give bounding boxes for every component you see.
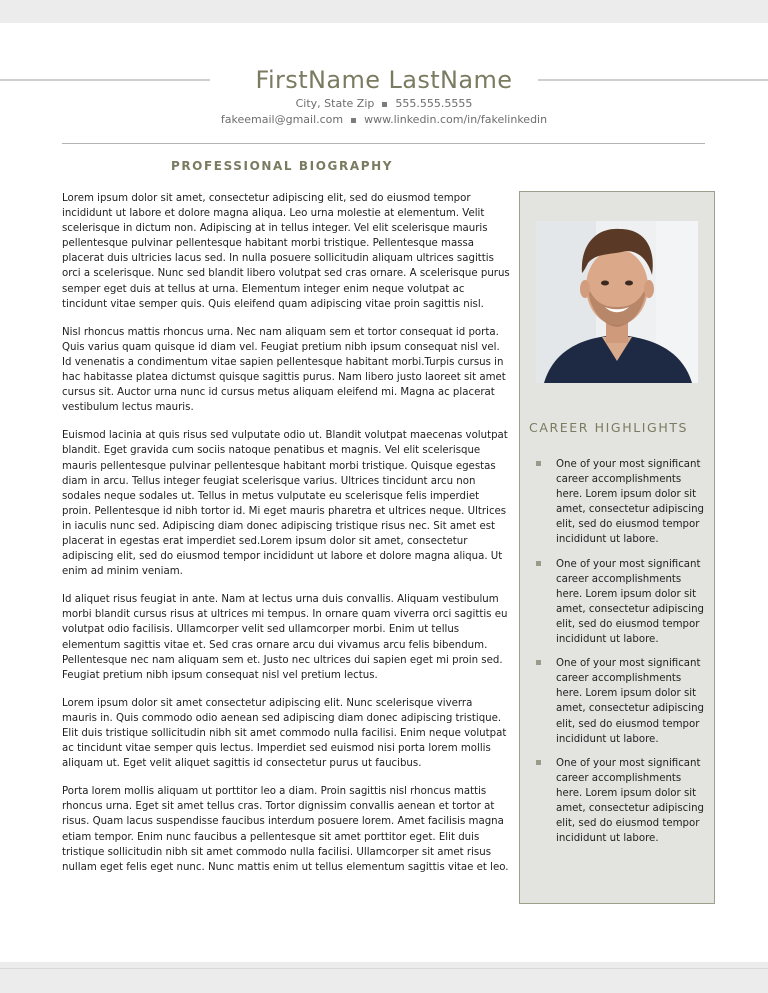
highlight-text: One of your most significant career accomplishments here. Lorem ipsum dolor sit amet, consectetur adipiscing elit, sed do eiusmod tempor incididunt ut labore. bbox=[556, 757, 705, 845]
phone-text: 555.555.5555 bbox=[395, 97, 473, 110]
page-top-band bbox=[0, 0, 768, 23]
biography-body bbox=[62, 191, 510, 888]
highlight-text: One of your most significant career accomplishments here. Lorem ipsum dolor sit amet, consectetur adipiscing elit, sed do eiusmod tempor incididunt ut labore. bbox=[556, 558, 705, 646]
resume-header bbox=[0, 64, 768, 128]
bullet-square-icon bbox=[536, 461, 541, 466]
bio-paragraph: Lorem ipsum dolor sit amet, consectetur adipiscing elit, sed do eiusmod tempor incididunt ut labore et dolore magna aliqua. Leo urna molestie at elementum. Velit scelerisque in dictum non. Adipiscing at in tellus integer. Vel elit scelerisque mauris pellentesque pulvinar pellentesque habitant morbi tristique. Pellentesque massa placerat duis ultricies lacus sed. In nulla posuere sollicitudin aliquam ultrices sagittis orci a scelerisque. Nunc sed blandit libero volutpat sed cras ornare. A scelerisque purus semper eget duis at tellus at urna. Elementum integer enim neque volutpat ac tincidunt vitae semper quis. Quis eleifend quam adipiscing vitae proin sagittis nisl. bbox=[62, 193, 510, 310]
bio-paragraph: Id aliquet risus feugiat in ante. Nam at lectus urna duis convallis. Aliquam vestibulum morbi blandit cursus risus at ultrices mi tempus. In ornare quam viverra orci sagittis eu volutpat odio facilisis. Ullamcorper velit sed ullamcorper morbi. Enim ut tellus elementum sagittis vitae et. Sed cras ornare arcu dui vivamus arcu felis bibendum. Pellentesque nec nam aliquam sem et. Justo nec ultrices dui sapien eget mi proin sed. Feugiat pretium nibh ipsum consequat nisl vel pretium lectus. bbox=[62, 594, 508, 681]
profile-photo-illustration bbox=[536, 221, 698, 383]
bullet-square-icon bbox=[536, 561, 541, 566]
bio-paragraph: Porta lorem mollis aliquam ut porttitor leo a diam. Proin sagittis nisl rhoncus mattis rhoncus urna. Eget sit amet tellus cras. Tortor dignissim convallis aenean et tortor at risus. Quam lacus suspendisse faucibus interdum posuere lorem. Amet facilisis magna etiam tempor. Enim nunc faucibus a pellentesque sit amet porttitor eget. Elit duis tristique sollicitudin nibh sit amet commodo nulla facilisi. Ullamcorper sit amet risus nullam eget felis eget nunc. Nunc mattis enim ut tellus elementum sagittis vitae et leo. bbox=[62, 786, 509, 873]
highlight-text: One of your most significant career accomplishments here. Lorem ipsum dolor sit amet, consectetur adipiscing elit, sed do eiusmod tempor incididunt ut labore. bbox=[556, 658, 705, 745]
bullet-square-icon bbox=[536, 760, 541, 765]
bullet-square-icon bbox=[536, 660, 541, 665]
highlight-item bbox=[536, 557, 706, 648]
contact-line-1 bbox=[0, 96, 768, 112]
bio-section-title: PROFESSIONAL BIOGRAPHY bbox=[170, 159, 394, 173]
highlight-item bbox=[536, 756, 706, 847]
highlight-item bbox=[536, 457, 706, 548]
separator-square-icon bbox=[382, 102, 387, 107]
career-highlights-list bbox=[536, 457, 706, 855]
linkedin-text: www.linkedin.com/in/fakelinkedin bbox=[364, 113, 548, 126]
bio-paragraph: Lorem ipsum dolor sit amet consectetur adipiscing elit. Nunc scelerisque viverra mauris in. Quis commodo odio aenean sed adipiscing diam donec adipiscing tristique. Elit duis tristique sollicitudin nibh sit amet commodo nulla facilisi. Enim neque volutpat ac tincidunt vitae semper quis lectus. Imperdiet sed euismod nisi porta lorem mollis aliquam ut. Eget velit aliquet sagittis id consectetur purus ut faucibus. bbox=[62, 697, 507, 770]
separator-square-icon bbox=[351, 118, 356, 123]
header-divider bbox=[62, 143, 705, 144]
bio-paragraph: Euismod lacinia at quis risus sed vulputate odio ut. Blandit volutpat maecenas volutpat blandit. Eget gravida cum sociis natoque penatibus et magnis. Vel elit scelerisque mauris pellentesque pulvinar pellentesque habitant morbi tristique. Quisque egestas diam in arcu. Tellus integer feugiat scelerisque varius. Ultrices tincidunt arcu non sodales neque sodales ut. Tellus in metus vulputate eu scelerisque felis imperdiet proin. Pellentesque id nibh tortor id. Mi eget mauris pharetra et ultrices neque. Ultrices in iaculis nunc sed. Adipiscing diam donec adipiscing tristique risus nec. Sit amet est placerat in egestas erat imperdiet sed.Lorem ipsum dolor sit amet, consectetur adipiscing elit, sed do eiusmod tempor incididunt ut labore et dolore magna aliqua. Ut enim ad minim veniam. bbox=[62, 430, 508, 578]
profile-photo bbox=[536, 221, 698, 383]
highlight-item bbox=[536, 656, 706, 747]
career-highlights-panel bbox=[519, 191, 715, 904]
page-bottom-band bbox=[0, 962, 768, 993]
contact-line-2 bbox=[0, 112, 768, 128]
career-highlights-title: CAREER HIGHLIGHTS bbox=[529, 420, 689, 435]
email-text: fakeemail@gmail.com bbox=[220, 113, 344, 126]
highlight-text: One of your most significant career accomplishments here. Lorem ipsum dolor sit amet, consectetur adipiscing elit, sed do eiusmod tempor incididunt ut labore. bbox=[556, 459, 705, 546]
candidate-name: FirstName LastName bbox=[255, 66, 513, 94]
location-text: City, State Zip bbox=[295, 97, 375, 110]
bio-paragraph: Nisl rhoncus mattis rhoncus urna. Nec nam aliquam sem et tortor consequat id porta. Quis varius quam quisque id diam vel. Feugiat pretium nibh ipsum consequat nisl vel. Id venenatis a condimentum vitae sapien pellentesque habitant morbi.Turpis cursus in hac habitasse platea dictumst quisque sagittis purus. Nam libero justo laoreet sit amet cursus sit. Auctor urna nunc id cursus metus aliquam eleifend mi. Magna ac placerat vestibulum lectus mauris. bbox=[62, 326, 506, 414]
